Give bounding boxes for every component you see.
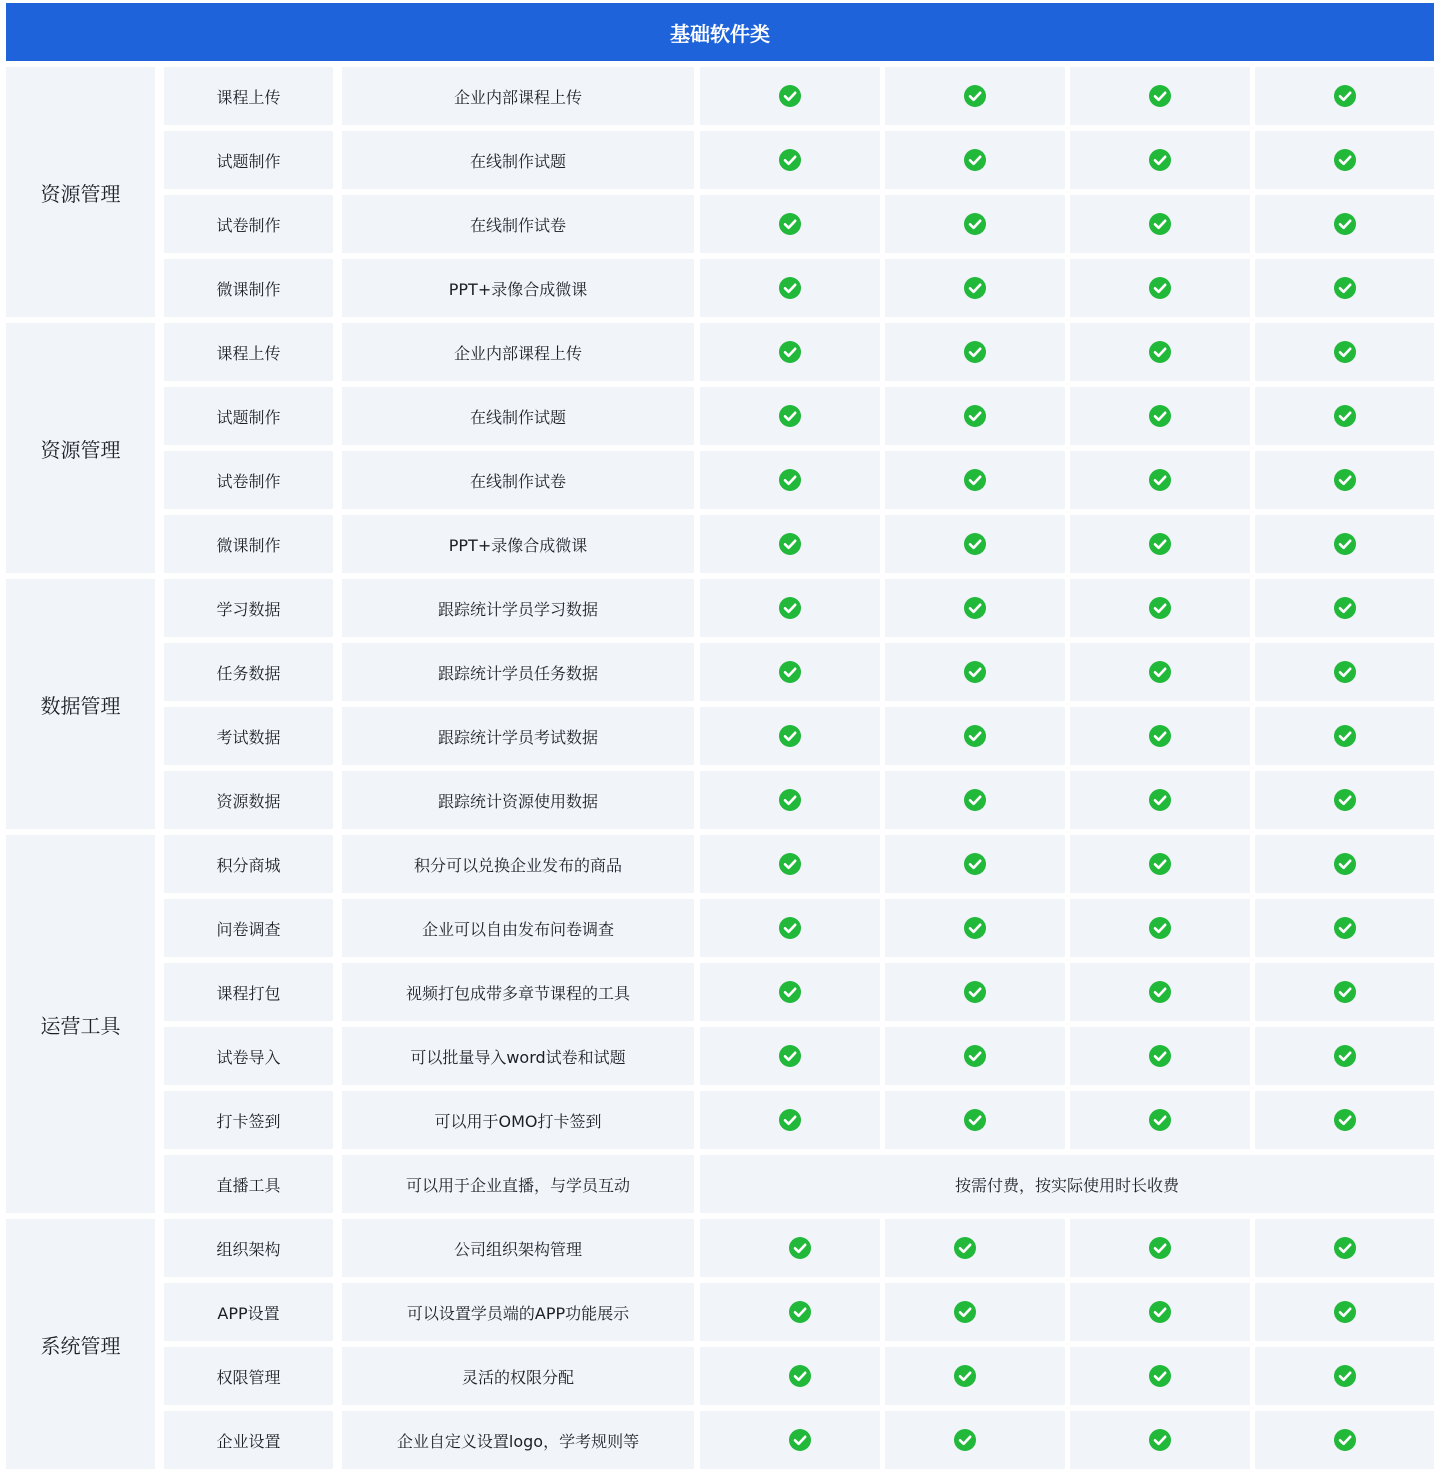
feature-description: 企业内部课程上传 <box>453 343 582 363</box>
feature-name: 课程打包 <box>216 983 281 1003</box>
feature-cell <box>164 1219 333 1277</box>
feature-name: 课程上传 <box>216 343 281 363</box>
check-cell <box>1255 899 1434 957</box>
check-circle-icon <box>779 277 801 299</box>
feature-name: 试卷制作 <box>216 215 281 235</box>
group-cell <box>6 579 155 829</box>
description-cell <box>342 1411 694 1469</box>
check-circle-icon <box>1334 341 1356 363</box>
feature-cell <box>164 1347 333 1405</box>
check-cell <box>885 707 1065 765</box>
feature-description: 视频打包成带多章节课程的工具 <box>405 983 630 1003</box>
check-circle-icon <box>964 469 986 491</box>
check-circle-icon <box>1334 213 1356 235</box>
group-cell <box>6 67 155 317</box>
check-cell <box>700 707 880 765</box>
pricing-note: 按需付费，按实际使用时长收费 <box>954 1175 1179 1195</box>
feature-description: 跟踪统计资源使用数据 <box>437 791 598 811</box>
check-circle-icon <box>779 853 801 875</box>
feature-description: 在线制作试题 <box>469 151 566 171</box>
check-circle-icon <box>1149 1365 1171 1387</box>
check-cell <box>885 899 1065 957</box>
check-circle-icon <box>1149 213 1171 235</box>
check-cell <box>885 1283 1065 1341</box>
check-circle-icon <box>1149 341 1171 363</box>
description-cell <box>342 259 694 317</box>
feature-description: 企业内部课程上传 <box>453 87 582 107</box>
feature-description: 跟踪统计学员任务数据 <box>437 663 598 683</box>
feature-description: PPT+录像合成微课 <box>448 535 588 555</box>
check-cell <box>1255 387 1434 445</box>
header-title: 基础软件类 <box>670 21 770 46</box>
check-cell <box>1255 451 1434 509</box>
check-circle-icon <box>779 1045 801 1067</box>
check-circle-icon <box>1334 277 1356 299</box>
check-circle-icon <box>1334 405 1356 427</box>
feature-name: 问卷调查 <box>216 919 281 939</box>
check-circle-icon <box>964 533 986 555</box>
feature-description: 可以用于OMO打卡签到 <box>434 1111 602 1131</box>
check-circle-icon <box>779 149 801 171</box>
feature-cell <box>164 131 333 189</box>
check-cell <box>1255 195 1434 253</box>
check-circle-icon <box>779 405 801 427</box>
check-circle-icon <box>779 85 801 107</box>
check-cell <box>700 835 880 893</box>
check-cell <box>1255 579 1434 637</box>
description-cell <box>342 835 694 893</box>
check-circle-icon <box>964 917 986 939</box>
check-cell <box>1070 451 1250 509</box>
table-header <box>6 3 1434 61</box>
check-circle-icon <box>1149 661 1171 683</box>
check-circle-icon <box>779 917 801 939</box>
check-circle-icon <box>1334 917 1356 939</box>
check-cell <box>885 323 1065 381</box>
feature-name: 任务数据 <box>216 663 281 683</box>
group-label: 资源管理 <box>40 437 121 462</box>
feature-cell <box>164 835 333 893</box>
check-circle-icon <box>964 725 986 747</box>
check-circle-icon <box>1149 981 1171 1003</box>
check-circle-icon <box>789 1365 811 1387</box>
check-circle-icon <box>1334 1045 1356 1067</box>
feature-name: 学习数据 <box>216 599 281 619</box>
check-circle-icon <box>1149 1301 1171 1323</box>
check-cell <box>885 67 1065 125</box>
check-circle-icon <box>1149 149 1171 171</box>
feature-description: 公司组织架构管理 <box>453 1239 582 1259</box>
check-cell <box>1255 515 1434 573</box>
feature-description: 企业可以自由发布问卷调查 <box>421 919 614 939</box>
check-cell <box>1255 259 1434 317</box>
feature-name: 权限管理 <box>216 1367 281 1387</box>
check-cell <box>885 387 1065 445</box>
check-circle-icon <box>964 277 986 299</box>
check-cell <box>700 963 880 1021</box>
check-circle-icon <box>1334 1237 1356 1259</box>
check-cell <box>1255 1219 1434 1277</box>
feature-cell <box>164 899 333 957</box>
description-cell <box>342 1347 694 1405</box>
check-cell <box>885 451 1065 509</box>
feature-name: 直播工具 <box>216 1175 281 1195</box>
description-cell <box>342 1027 694 1085</box>
description-cell <box>342 1219 694 1277</box>
feature-name: 组织架构 <box>216 1239 281 1259</box>
group-label: 数据管理 <box>40 693 121 718</box>
check-circle-icon <box>1149 277 1171 299</box>
feature-cell <box>164 707 333 765</box>
check-circle-icon <box>1334 1429 1356 1451</box>
check-circle-icon <box>964 341 986 363</box>
description-cell <box>342 771 694 829</box>
check-cell <box>1070 579 1250 637</box>
feature-name: 企业设置 <box>216 1431 281 1451</box>
check-cell <box>700 1091 880 1149</box>
check-cell <box>1070 1411 1250 1469</box>
description-cell <box>342 131 694 189</box>
check-cell <box>1070 771 1250 829</box>
check-cell <box>1070 323 1250 381</box>
check-cell <box>1255 643 1434 701</box>
check-cell <box>1070 899 1250 957</box>
check-cell <box>1255 771 1434 829</box>
check-circle-icon <box>1334 1301 1356 1323</box>
check-circle-icon <box>779 469 801 491</box>
check-cell <box>1070 707 1250 765</box>
check-circle-icon <box>1149 405 1171 427</box>
check-circle-icon <box>1149 85 1171 107</box>
check-cell <box>700 259 880 317</box>
feature-name: 试题制作 <box>216 407 281 427</box>
check-circle-icon <box>964 789 986 811</box>
check-circle-icon <box>954 1301 976 1323</box>
feature-cell <box>164 1155 333 1213</box>
check-circle-icon <box>1334 597 1356 619</box>
check-cell <box>1255 1411 1434 1469</box>
check-circle-icon <box>964 981 986 1003</box>
feature-cell <box>164 451 333 509</box>
feature-cell <box>164 771 333 829</box>
feature-description: 在线制作试卷 <box>469 471 566 491</box>
check-cell <box>700 899 880 957</box>
check-cell <box>1070 1347 1250 1405</box>
check-circle-icon <box>964 85 986 107</box>
check-cell <box>700 195 880 253</box>
feature-description: 可以批量导入word试卷和试题 <box>410 1047 626 1067</box>
check-circle-icon <box>1334 661 1356 683</box>
check-cell <box>1070 643 1250 701</box>
check-cell <box>1070 259 1250 317</box>
check-cell <box>700 643 880 701</box>
check-circle-icon <box>964 853 986 875</box>
check-circle-icon <box>1149 917 1171 939</box>
check-cell <box>885 1091 1065 1149</box>
check-circle-icon <box>964 149 986 171</box>
feature-cell <box>164 1411 333 1469</box>
feature-name: 积分商城 <box>216 855 281 875</box>
check-cell <box>700 1411 880 1469</box>
check-circle-icon <box>1334 1365 1356 1387</box>
check-circle-icon <box>1334 853 1356 875</box>
feature-cell <box>164 323 333 381</box>
check-cell <box>700 515 880 573</box>
check-circle-icon <box>1149 789 1171 811</box>
feature-name: 试卷导入 <box>216 1047 281 1067</box>
check-cell <box>700 387 880 445</box>
check-cell <box>700 451 880 509</box>
check-circle-icon <box>1149 1429 1171 1451</box>
feature-cell <box>164 67 333 125</box>
check-circle-icon <box>1334 533 1356 555</box>
check-circle-icon <box>954 1237 976 1259</box>
check-cell <box>700 1027 880 1085</box>
check-circle-icon <box>779 789 801 811</box>
feature-cell <box>164 963 333 1021</box>
check-circle-icon <box>1149 853 1171 875</box>
check-circle-icon <box>964 1109 986 1131</box>
check-circle-icon <box>1149 1109 1171 1131</box>
feature-cell <box>164 1027 333 1085</box>
check-circle-icon <box>779 341 801 363</box>
check-cell <box>700 1347 880 1405</box>
check-cell <box>1070 1027 1250 1085</box>
check-cell <box>885 259 1065 317</box>
feature-cell <box>164 515 333 573</box>
description-cell <box>342 323 694 381</box>
group-label: 系统管理 <box>40 1333 121 1358</box>
check-circle-icon <box>789 1301 811 1323</box>
check-cell <box>1070 1219 1250 1277</box>
description-cell <box>342 963 694 1021</box>
description-cell <box>342 1091 694 1149</box>
feature-cell <box>164 387 333 445</box>
check-cell <box>1255 835 1434 893</box>
check-cell <box>885 1027 1065 1085</box>
check-cell <box>1255 131 1434 189</box>
check-circle-icon <box>779 213 801 235</box>
check-cell <box>700 1283 880 1341</box>
check-circle-icon <box>964 213 986 235</box>
feature-cell <box>164 1091 333 1149</box>
description-cell <box>342 515 694 573</box>
check-circle-icon <box>954 1365 976 1387</box>
check-cell <box>885 195 1065 253</box>
feature-name: 考试数据 <box>216 727 281 747</box>
check-circle-icon <box>1334 1109 1356 1131</box>
check-circle-icon <box>1149 469 1171 491</box>
check-circle-icon <box>779 725 801 747</box>
check-circle-icon <box>1149 533 1171 555</box>
feature-name: 资源数据 <box>216 791 281 811</box>
check-cell <box>1070 1283 1250 1341</box>
check-circle-icon <box>1149 1237 1171 1259</box>
check-circle-icon <box>1149 597 1171 619</box>
check-cell <box>885 643 1065 701</box>
check-circle-icon <box>1334 85 1356 107</box>
check-cell <box>1255 707 1434 765</box>
feature-cell <box>164 1283 333 1341</box>
check-circle-icon <box>1334 149 1356 171</box>
group-label: 资源管理 <box>40 181 121 206</box>
check-circle-icon <box>1334 725 1356 747</box>
check-circle-icon <box>1334 469 1356 491</box>
check-cell <box>700 1219 880 1277</box>
check-cell <box>700 131 880 189</box>
check-cell <box>1255 963 1434 1021</box>
feature-description: 灵活的权限分配 <box>461 1367 574 1387</box>
group-cell <box>6 323 155 573</box>
check-cell <box>700 323 880 381</box>
description-cell <box>342 387 694 445</box>
check-cell <box>1255 323 1434 381</box>
check-cell <box>1070 515 1250 573</box>
feature-name: 打卡签到 <box>216 1111 281 1131</box>
check-cell <box>1070 195 1250 253</box>
feature-description: 积分可以兑换企业发布的商品 <box>413 855 622 875</box>
check-circle-icon <box>779 981 801 1003</box>
check-circle-icon <box>779 533 801 555</box>
feature-cell <box>164 643 333 701</box>
description-cell <box>342 451 694 509</box>
feature-cell <box>164 579 333 637</box>
description-cell <box>342 195 694 253</box>
check-cell <box>885 1411 1065 1469</box>
feature-description: 在线制作试题 <box>469 407 566 427</box>
description-cell <box>342 579 694 637</box>
check-circle-icon <box>1149 1045 1171 1067</box>
check-circle-icon <box>789 1429 811 1451</box>
check-cell <box>700 67 880 125</box>
description-cell <box>342 67 694 125</box>
check-circle-icon <box>1334 789 1356 811</box>
feature-cell <box>164 259 333 317</box>
description-cell <box>342 1155 694 1213</box>
pricing-note-cell <box>700 1155 1434 1213</box>
description-cell <box>342 643 694 701</box>
check-circle-icon <box>964 1045 986 1067</box>
group-label: 运营工具 <box>40 1013 121 1038</box>
feature-name: 试卷制作 <box>216 471 281 491</box>
check-cell <box>700 771 880 829</box>
check-circle-icon <box>779 1109 801 1131</box>
feature-name: 试题制作 <box>216 151 281 171</box>
check-cell <box>1255 1347 1434 1405</box>
feature-description: 可以设置学员端的APP功能展示 <box>406 1303 630 1323</box>
check-cell <box>1255 67 1434 125</box>
check-circle-icon <box>954 1429 976 1451</box>
group-cell <box>6 835 155 1213</box>
check-cell <box>1255 1091 1434 1149</box>
check-circle-icon <box>964 597 986 619</box>
check-circle-icon <box>964 661 986 683</box>
check-circle-icon <box>789 1237 811 1259</box>
feature-name: APP设置 <box>217 1303 280 1323</box>
description-cell <box>342 707 694 765</box>
check-cell <box>885 771 1065 829</box>
check-cell <box>1070 67 1250 125</box>
check-circle-icon <box>1334 981 1356 1003</box>
feature-name: 微课制作 <box>216 279 281 299</box>
feature-description: PPT+录像合成微课 <box>448 279 588 299</box>
check-cell <box>885 963 1065 1021</box>
feature-name: 课程上传 <box>216 87 281 107</box>
check-cell <box>885 131 1065 189</box>
group-cell <box>6 1219 155 1469</box>
check-cell <box>1070 1091 1250 1149</box>
check-cell <box>885 1347 1065 1405</box>
feature-cell <box>164 195 333 253</box>
feature-name: 微课制作 <box>216 535 281 555</box>
check-cell <box>1255 1283 1434 1341</box>
description-cell <box>342 899 694 957</box>
check-cell <box>1070 131 1250 189</box>
check-cell <box>1255 1027 1434 1085</box>
feature-description: 企业自定义设置logo，学考规则等 <box>396 1431 640 1451</box>
feature-description: 可以用于企业直播，与学员互动 <box>405 1175 630 1195</box>
check-cell <box>1070 963 1250 1021</box>
check-cell <box>885 515 1065 573</box>
check-circle-icon <box>779 661 801 683</box>
check-cell <box>885 1219 1065 1277</box>
check-cell <box>885 579 1065 637</box>
check-circle-icon <box>964 405 986 427</box>
check-circle-icon <box>779 597 801 619</box>
feature-description: 跟踪统计学员考试数据 <box>437 727 598 747</box>
feature-description: 跟踪统计学员学习数据 <box>437 599 598 619</box>
check-cell <box>700 579 880 637</box>
check-cell <box>1070 835 1250 893</box>
check-cell <box>885 835 1065 893</box>
feature-description: 在线制作试卷 <box>469 215 566 235</box>
description-cell <box>342 1283 694 1341</box>
check-circle-icon <box>1149 725 1171 747</box>
check-cell <box>1070 387 1250 445</box>
